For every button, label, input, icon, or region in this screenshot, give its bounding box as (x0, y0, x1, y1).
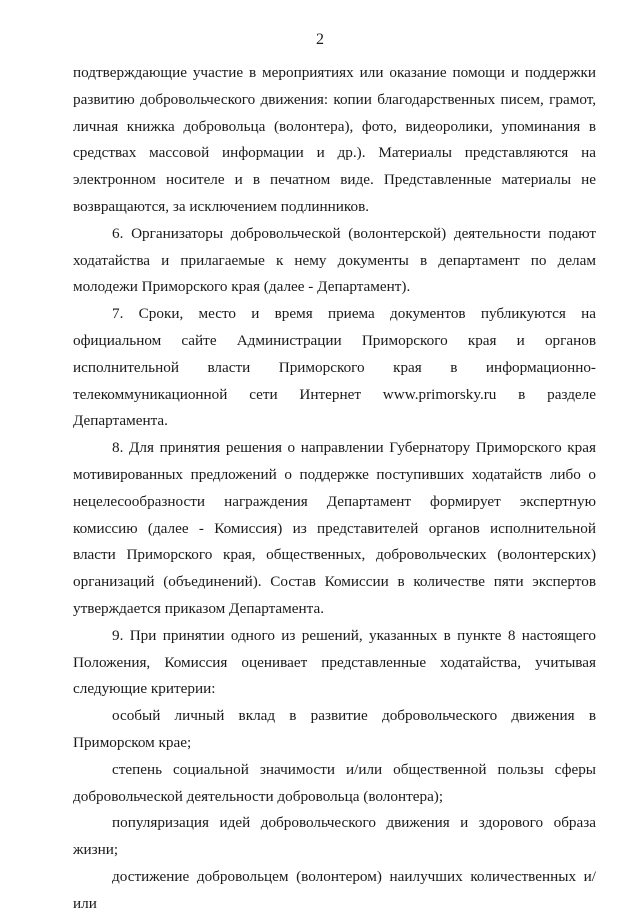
paragraph-materials: подтверждающие участие в мероприятиях или оказание помощи и поддержки развитию добровольческого движения: копии благодарственных писем, грамот, личная книжка добровольца (волонтера), фото, видеоролики, упоминания в средствах массовой информации и др.). Материалы представляются на электронном носителе и в печатном виде. Представленные материалы не возвращаются, за исключением подлинников. (73, 64, 596, 215)
page-number: 2 (316, 31, 324, 48)
paragraph-item-9: 9. При принятии одного из решений, указанных в пункте 8 настоящего Положения, Комиссия оценивает представленные ходатайства, учитывая следующие критерии: (73, 626, 596, 698)
criterion-achievement: достижение добровольцем (волонтером) наилучших количественных и/или (73, 867, 596, 912)
criterion-popularization: популяризация идей добровольческого движения и здорового образа жизни; (73, 814, 596, 859)
document-body (73, 60, 596, 918)
paragraph-item-6: 6. Организаторы добровольческой (волонтерской) деятельности подают ходатайства и прилагаемые к нему документы в департамент по делам молодежи Приморского края (далее - Департамент). (73, 224, 596, 296)
paragraph-item-8: 8. Для принятия решения о направлении Губернатору Приморского края мотивированных предложений о поддержке поступивших ходатайств либо о нецелесообразности награждения Департамент формирует экспертную комиссию (далее - Комиссия) из представителей органов исполнительной власти Приморского края, общественных, добровольческих (волонтерских) организаций (объединений). Состав Комиссии в количестве пяти экспертов утверждается приказом Департамента. (73, 439, 596, 617)
criterion-personal-contribution: особый личный вклад в развитие добровольческого движения в Приморском крае; (73, 707, 596, 751)
criterion-social-significance: степень социальной значимости и/или общественной пользы сферы добровольческой деятельности добровольца (волонтера); (73, 760, 596, 805)
paragraph-item-7: 7. Сроки, место и время приема документов публикуются на официальном сайте Администрации Приморского края и органов исполнительной власти Приморского края в информационно-телекоммуникационной сети Интернет www.primorsky.ru в разделе Департамента. (73, 305, 596, 430)
